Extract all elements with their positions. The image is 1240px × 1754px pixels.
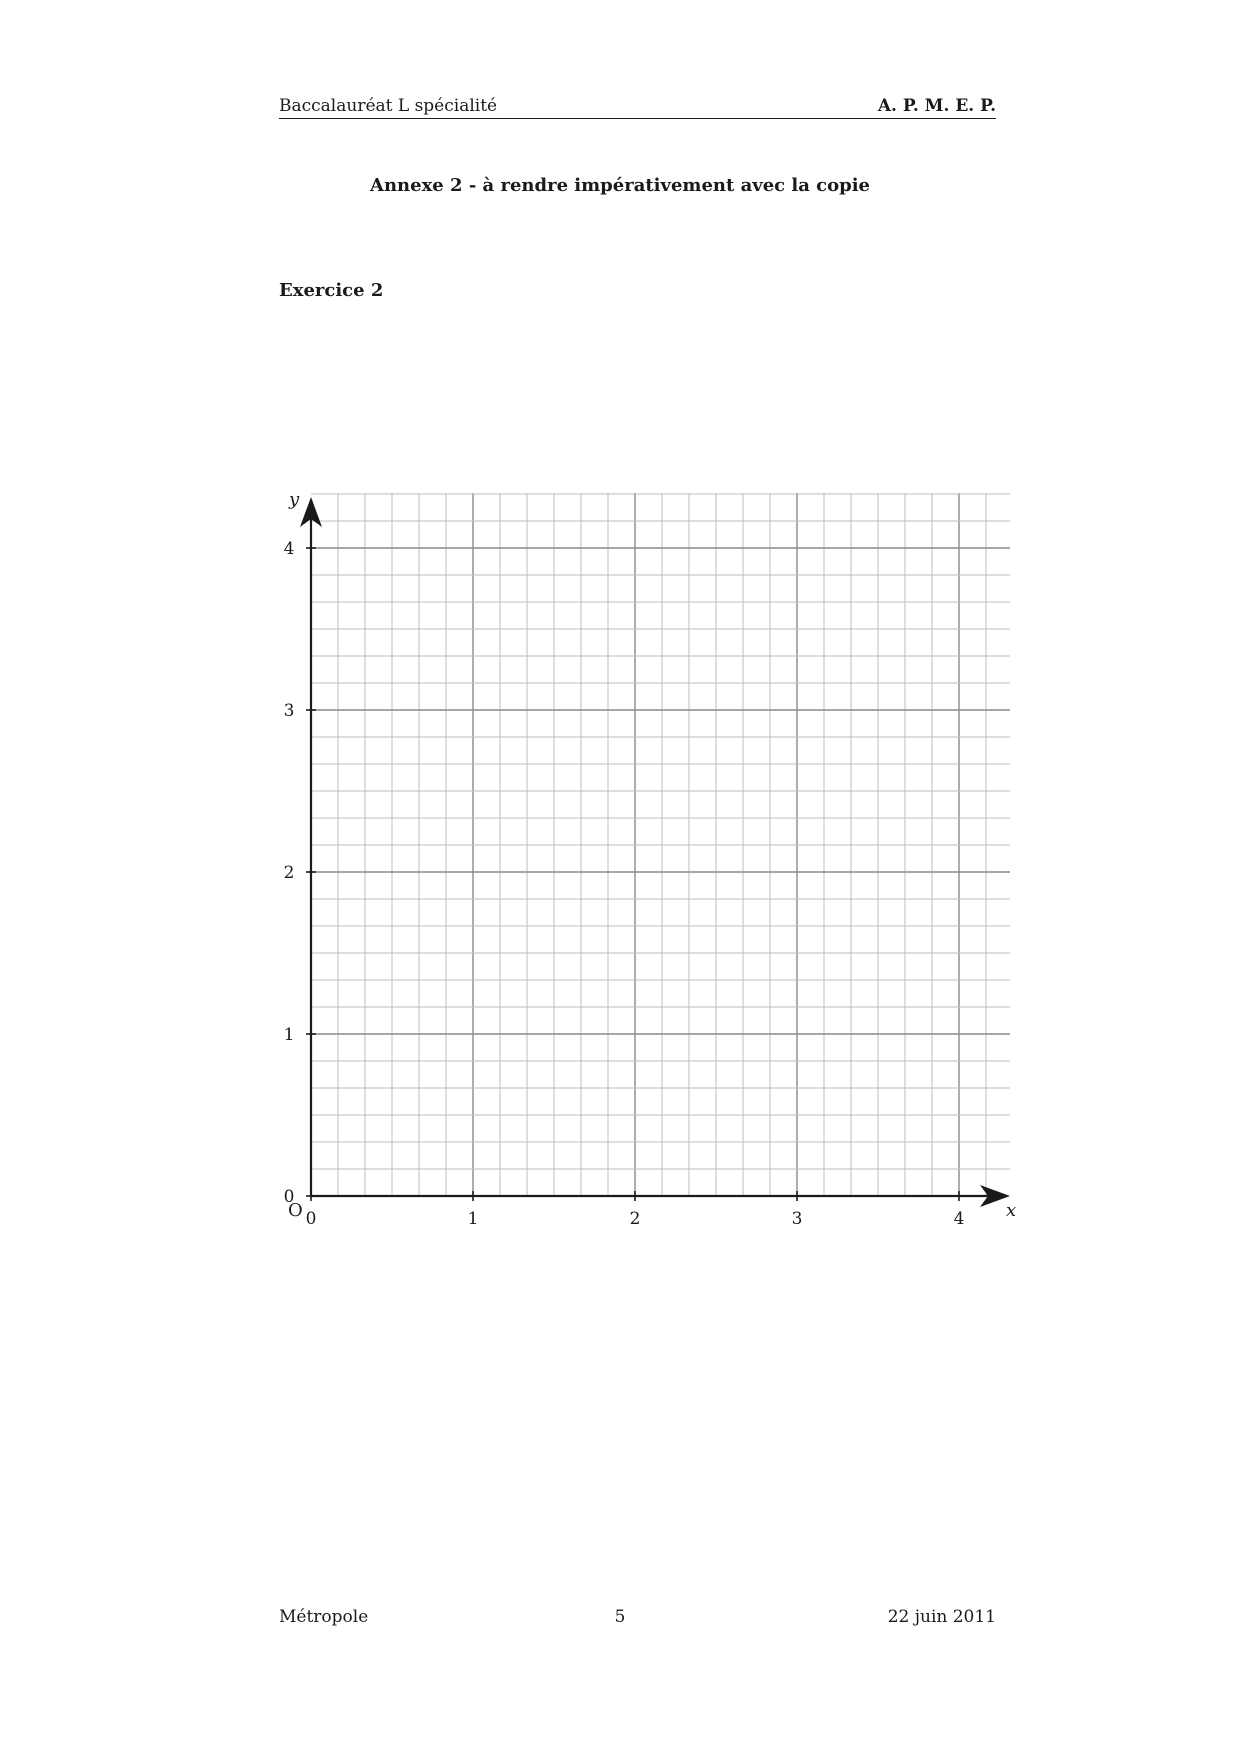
x-tick-label: 1 [467,1209,479,1229]
footer-left: Métropole [279,1607,369,1627]
x-axis-label: x [1006,1200,1017,1221]
x-tick-label: 0 [305,1209,317,1229]
header-right: A. P. M. E. P. [877,96,996,116]
x-tick-label: 3 [791,1209,803,1229]
y-axis-label: y [289,489,300,510]
header-left: Baccalauréat L spécialité [279,96,498,116]
origin-label: O [288,1200,303,1221]
y-tick-label: 2 [283,863,295,883]
x-tick-label: 4 [953,1209,965,1229]
footer-date: 22 juin 2011 [887,1607,996,1627]
y-tick-label: 0 [283,1187,295,1207]
y-tick-label: 3 [283,701,295,721]
y-tick-label: 4 [283,539,295,559]
x-tick-label: 2 [629,1209,641,1229]
y-tick-label: 1 [283,1025,295,1045]
page-number: 5 [614,1607,626,1627]
annex-title: Annexe 2 - à rendre impérativement avec la copie [369,175,871,196]
exercise-title: Exercice 2 [279,280,384,301]
grid-lines [311,493,1010,1196]
